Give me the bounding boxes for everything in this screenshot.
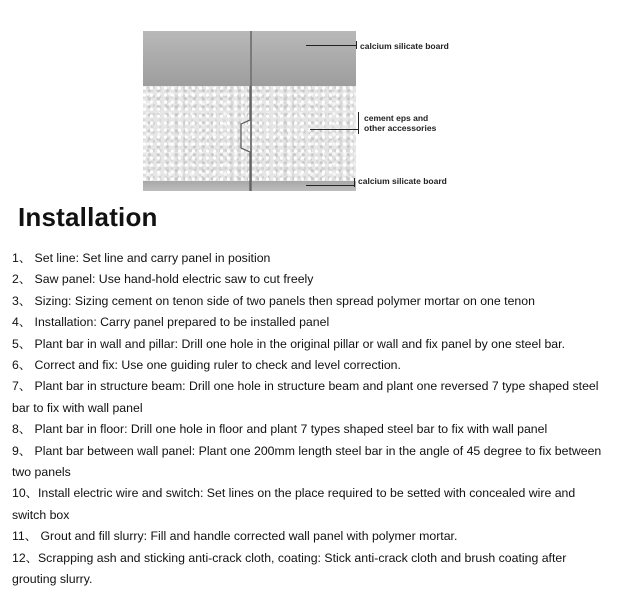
leader-bottom-board-tick (354, 178, 355, 187)
list-item: 3、 Sizing: Sizing cement on tenon side of two panels then spread polymer mortar on one tenon (12, 293, 535, 308)
list-item: 8、 Plant bar in floor: Drill one hole in floor and plant 7 types shaped steel bar to fix with wall panel (12, 422, 548, 437)
list-item: 6、 Correct and fix: Use one guiding ruler to check and level correction. (12, 358, 401, 373)
list-item: 12、Scrapping ash and sticking anti-crack cloth, coating: Stick anti-crack cloth and brush coating after grouting slurry. (12, 550, 567, 587)
list-item: 7、 Plant bar in structure beam: Drill one hole in structure beam and plant one reversed 7 type shaped steel bar to fix with wall panel (12, 379, 599, 415)
sandwich-panel-diagram (0, 0, 623, 200)
leader-core-bracket (358, 112, 359, 134)
leader-core (310, 129, 358, 130)
joint-profile (0, 0, 623, 200)
list-item: 11、 Grout and fill slurry: Fill and handle corrected wall panel with polymer mortar. (12, 529, 458, 544)
list-item: 5、 Plant bar in wall and pillar: Drill one hole in the original pillar or wall and fix panel by one steel bar. (12, 336, 565, 351)
leader-top-board-tick (356, 41, 357, 49)
list-item: 1、 Set line: Set line and carry panel in position (12, 251, 271, 265)
list-item: 2、 Saw panel: Use hand-hold electric saw to cut freely (12, 272, 314, 287)
label-bottom-board: calcium silicate board (358, 176, 447, 186)
label-core-line1: cement eps and (364, 113, 429, 123)
label-top-board: calcium silicate board (360, 41, 449, 51)
list-item: 9、 Plant bar between wall panel: Plant one 200mm length steel bar in the angle of 45 degree to fix between two panels (12, 443, 602, 480)
leader-bottom-board (306, 185, 354, 186)
list-item: 4、 Installation: Carry panel prepared to be installed panel (12, 315, 330, 330)
page-title: Installation (18, 202, 158, 232)
label-core-line2: other accessories (364, 123, 437, 133)
leader-top-board (306, 45, 356, 46)
installation-steps (12, 248, 612, 591)
list-item: 10、Install electric wire and switch: Set lines on the place required to be setted with concealed wire and switch box (12, 486, 576, 522)
